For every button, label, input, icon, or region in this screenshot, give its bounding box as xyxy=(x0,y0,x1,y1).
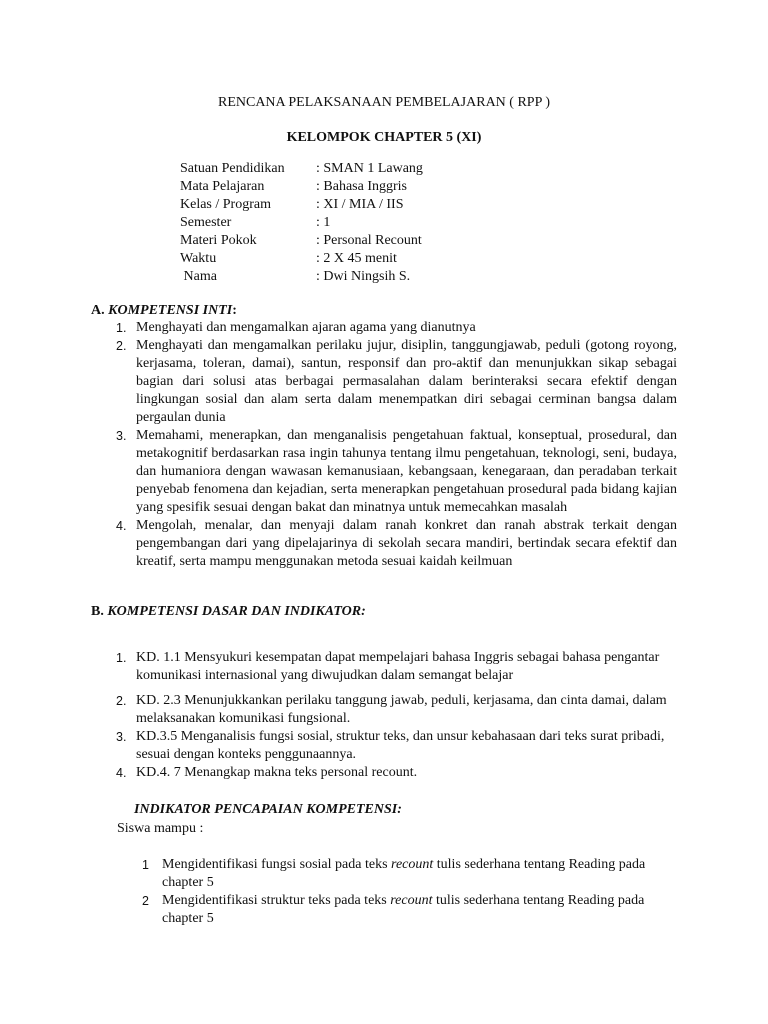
item-text: Menghayati dan mengamalkan perilaku jujur, disiplin, tanggungjawab, peduli (gotong royong, kerjasama, toleran, damai), santun, responsif dan pro-aktif dan menunjukkan sikap sebagai bagian dari solusi atas berbagai permasalahan dalam berinteraksi secara efektif dengan lingkungan sosial dan alam serta dalam menempatkan diri sebagai cerminan bangsa dalam pergaulan dunia xyxy=(136,338,677,425)
identity-value: : SMAN 1 Lawang xyxy=(316,161,423,176)
list-item xyxy=(116,728,677,764)
identity-label: Semester xyxy=(180,215,232,230)
identity-label: Kelas / Program xyxy=(180,197,271,212)
indikator-heading: INDIKATOR PENCAPAIAN KOMPETENSI: xyxy=(134,802,402,817)
section-b-heading xyxy=(91,603,366,621)
identity-row xyxy=(180,160,423,178)
section-a-heading xyxy=(91,302,237,320)
item-text: Menghayati dan mengamalkan ajaran agama yang dianutnya xyxy=(136,320,476,335)
list-item xyxy=(116,517,677,571)
identity-table xyxy=(180,160,423,286)
item-text: KD.4. 7 Menangkap makna teks personal recount. xyxy=(136,765,418,780)
item-number: 3. xyxy=(116,730,127,744)
item-text-after: tulis sederhana tentang Reading pada chapter 5 xyxy=(162,857,646,890)
section-a-suffix: : xyxy=(232,303,237,318)
list-item xyxy=(116,337,677,427)
item-text: Mengolah, menalar, dan menyaji dalam ranah konkret dan ranah abstrak terkait dengan pengembangan dari yang dipelajarinya di sekolah secara mandiri, bertindak secara efektif dan kreatif, serta mampu menggunakan metoda sesuai kaidah keilmuan xyxy=(136,518,677,569)
item-text: KD. 2.3 Menunjukkankan perilaku tanggung jawab, peduli, kerjasama, dan cinta damai, dalam melaksanakan komunikasi fungsional. xyxy=(136,693,667,726)
item-text-before: Mengidentifikasi struktur teks pada teks xyxy=(162,893,391,908)
kompetensi-inti-list xyxy=(116,319,677,571)
item-text: KD. 1.1 Mensyukuri kesempatan dapat mempelajari bahasa Inggris sebagai bahasa pengantar komunikasi internasional yang diwujudkan dalam semangat belajar xyxy=(136,650,660,683)
item-number: 2. xyxy=(116,339,127,353)
document-title: RENCANA PELAKSANAAN PEMBELAJARAN ( RPP ) xyxy=(217,95,550,110)
item-number: 2. xyxy=(116,694,127,708)
identity-row xyxy=(180,214,423,232)
item-text-before: Mengidentifikasi fungsi sosial pada teks xyxy=(162,857,392,872)
identity-row xyxy=(180,196,423,214)
identity-value: : 2 X 45 menit xyxy=(316,251,397,266)
item-number: 4. xyxy=(116,766,127,780)
indikator-intro: Siswa mampu : xyxy=(117,821,204,836)
identity-label: Materi Pokok xyxy=(180,233,257,248)
identity-row xyxy=(180,178,423,196)
item-text: KD.3.5 Menganalisis fungsi sosial, struktur teks, dan unsur kebahasaan dari teks surat pribadi, sesuai dengan konteks penggunaannya. xyxy=(136,729,665,762)
item-number: 1 xyxy=(142,858,149,872)
item-number: 2 xyxy=(142,894,149,908)
section-b-prefix: B. xyxy=(91,604,108,619)
identity-row xyxy=(180,268,423,286)
list-item xyxy=(116,649,677,685)
list-item xyxy=(142,856,682,892)
indikator-list xyxy=(142,856,682,928)
item-text: Memahami, menerapkan, dan menganalisis pengetahuan faktual, konseptual, prosedural, dan metakognitif berdasarkan rasa ingin tahunya tentang ilmu pengetahuan, teknologi, seni, budaya, dan humaniora dengan wawasan kemanusiaan, kebangsaan, kenegaraan, dan peradaban terkait penyebab fenomena dan kejadian, serta menerapkan pengetahuan prosedural pada bidang kajian yang spesifik sesuai dengan bakat dan minatnya untuk memecahkan masalah xyxy=(136,428,677,515)
kompetensi-dasar-list-first xyxy=(116,649,677,685)
identity-value: : 1 xyxy=(316,215,331,230)
list-item xyxy=(142,892,682,928)
identity-value: : Dwi Ningsih S. xyxy=(316,269,411,284)
kompetensi-dasar-list xyxy=(116,692,677,782)
section-a-title: KOMPETENSI INTI xyxy=(108,303,233,318)
identity-row xyxy=(180,250,423,268)
item-text-emphasis: recount xyxy=(390,893,433,908)
section-a-prefix: A. xyxy=(91,303,109,318)
identity-label: Mata Pelajaran xyxy=(180,179,265,194)
identity-label: Satuan Pendidikan xyxy=(180,161,285,176)
list-item xyxy=(116,692,677,728)
item-text-emphasis: recount xyxy=(391,857,434,872)
identity-label: Nama xyxy=(180,269,217,284)
document-subtitle: KELOMPOK CHAPTER 5 (XI) xyxy=(286,130,482,145)
identity-label: Waktu xyxy=(180,251,217,266)
item-number: 3. xyxy=(116,429,127,443)
item-number: 4. xyxy=(116,519,127,533)
item-number: 1. xyxy=(116,651,127,665)
item-number: 1. xyxy=(116,321,127,335)
identity-value: : Bahasa Inggris xyxy=(316,179,407,194)
section-b-title: KOMPETENSI DASAR DAN INDIKATOR: xyxy=(107,604,366,619)
list-item xyxy=(116,764,677,782)
list-item xyxy=(116,427,677,517)
item-text-after: tulis sederhana tentang Reading pada chapter 5 xyxy=(162,893,645,926)
list-item xyxy=(116,319,677,337)
identity-row xyxy=(180,232,423,250)
identity-value: : Personal Recount xyxy=(316,233,422,248)
identity-value: : XI / MIA / IIS xyxy=(316,197,404,212)
